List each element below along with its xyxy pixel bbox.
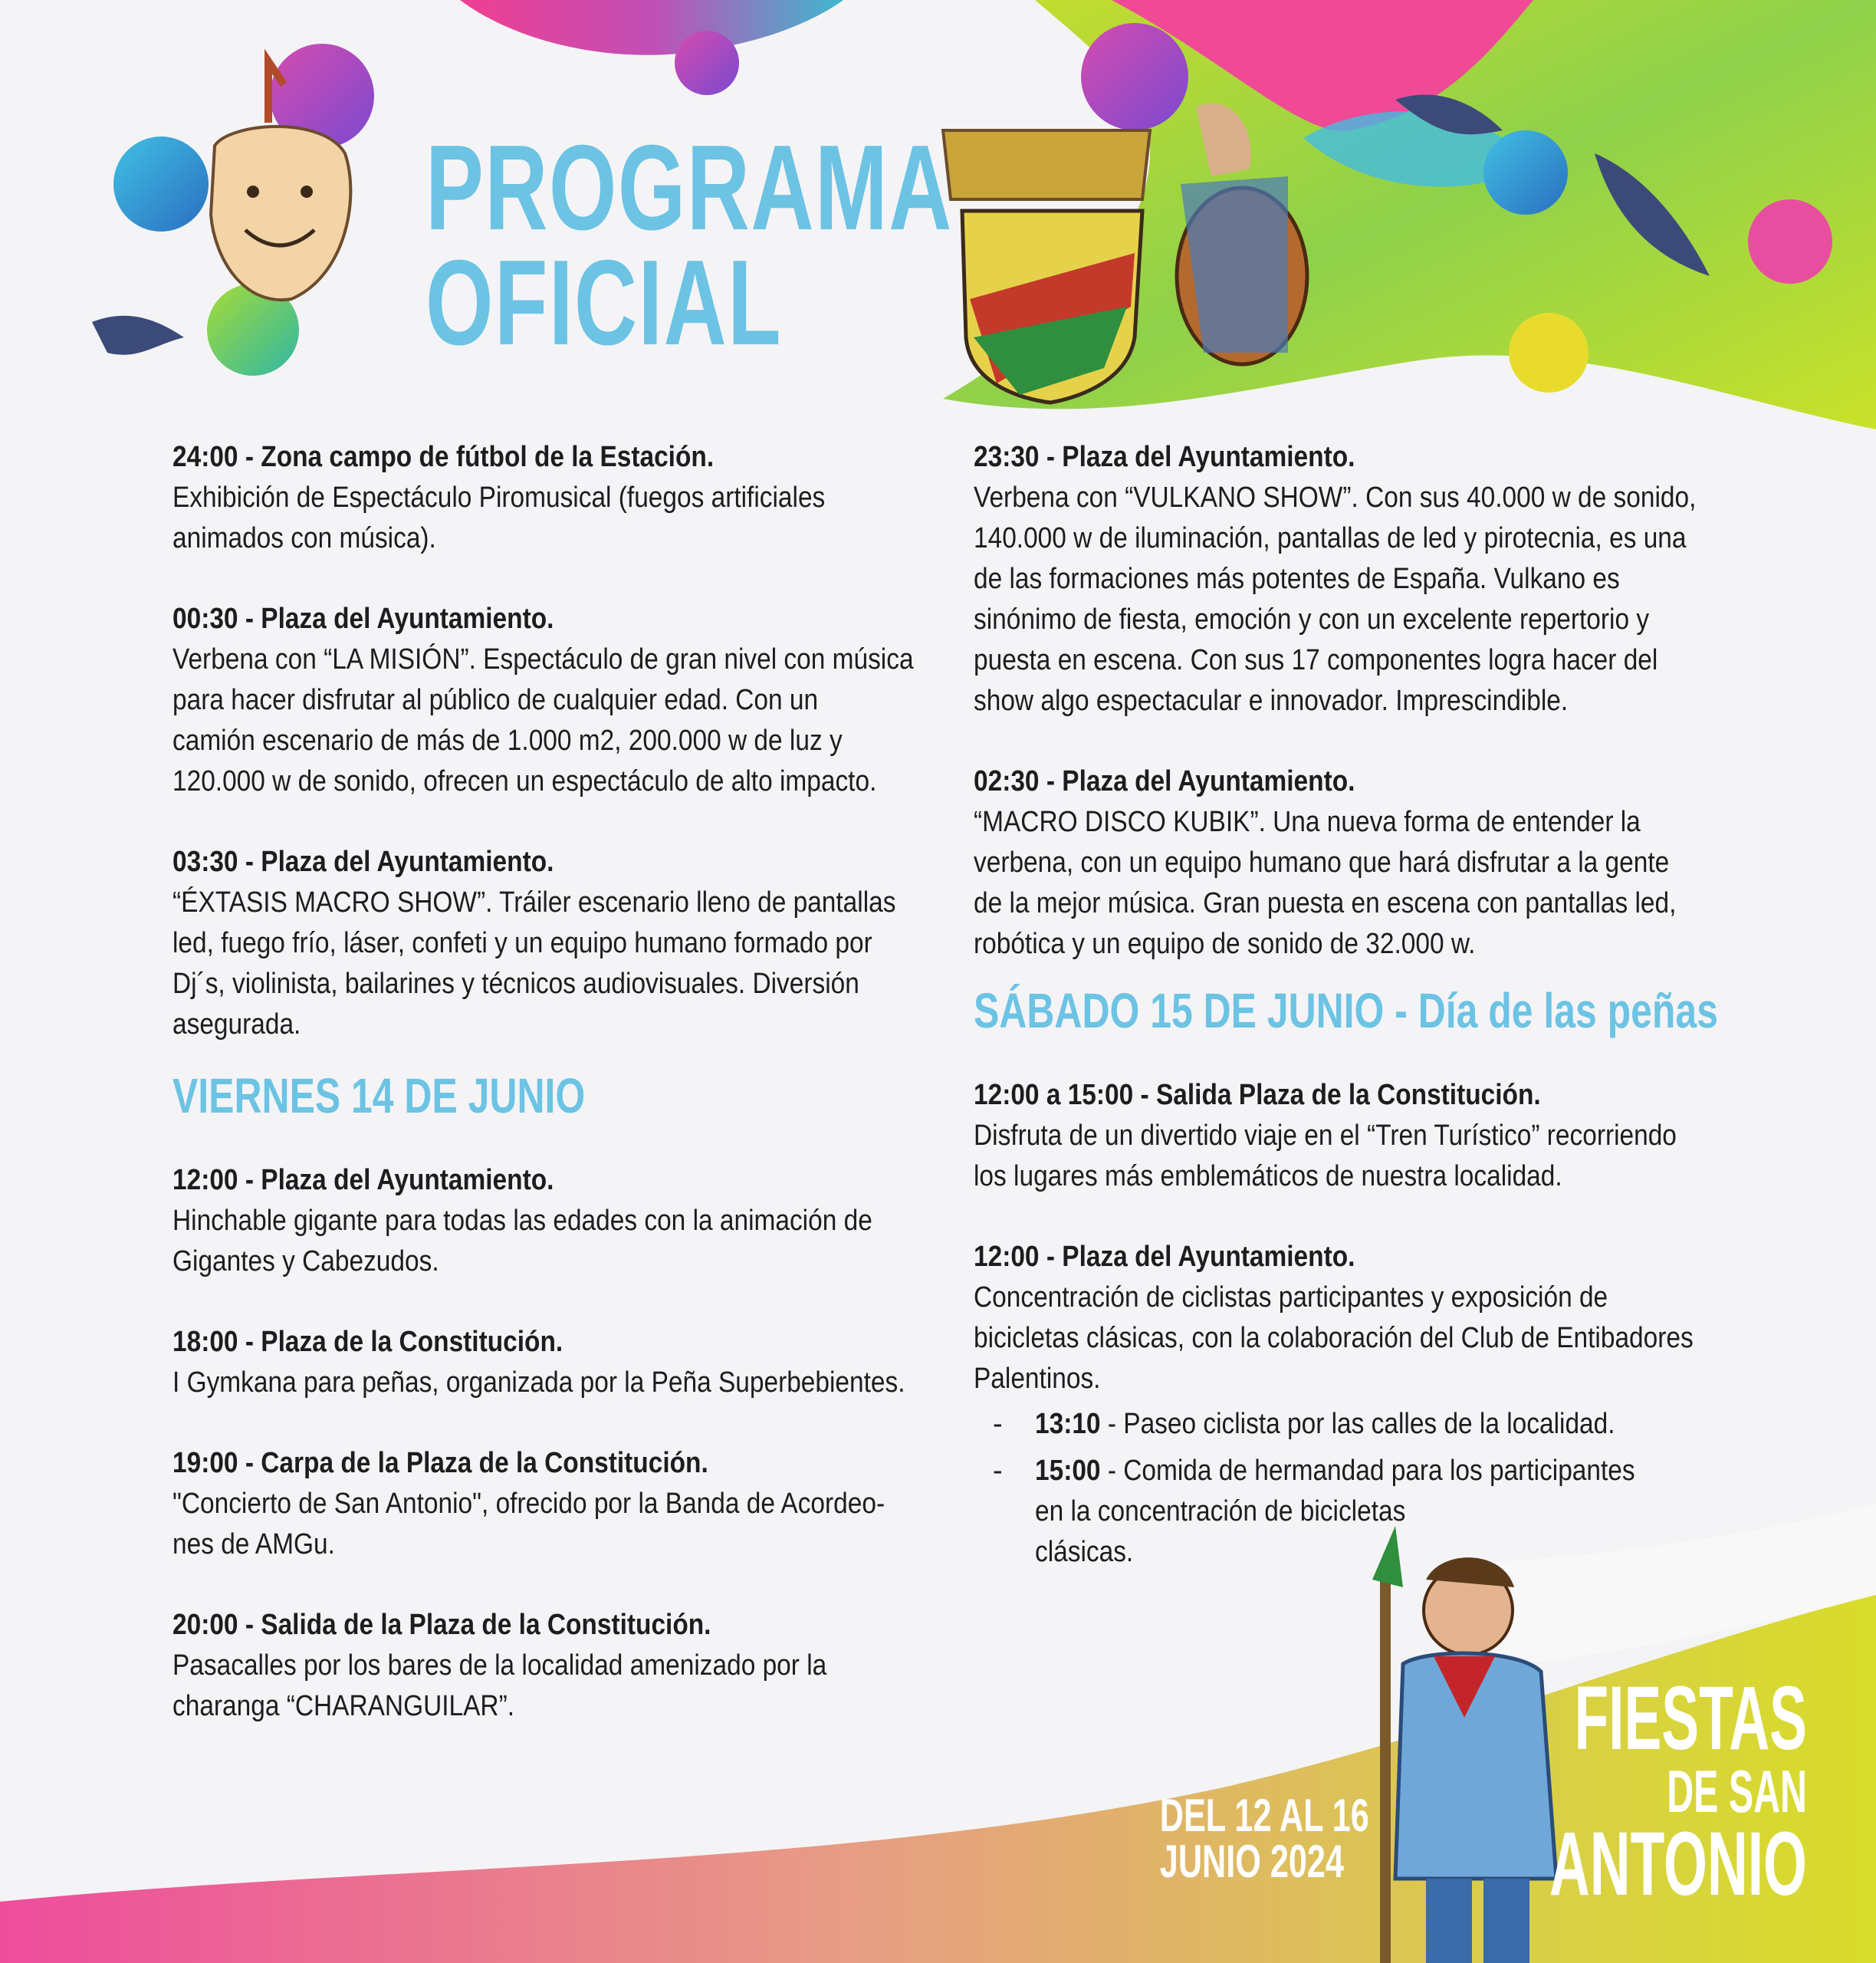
dates-line-1: DEL 12 AL 16 xyxy=(1159,1790,1369,1841)
event-left-1 xyxy=(172,599,924,802)
page-title xyxy=(425,120,953,370)
right-column xyxy=(974,437,1740,1579)
event-line: Hinchable gigante para todas las edades con la animación de xyxy=(172,1205,872,1237)
list-item-text: en la concentración de bicicletas xyxy=(1035,1495,1406,1527)
event-heading: 03:30 - Plaza del Ayuntamiento. xyxy=(172,846,554,878)
event-friday-2 xyxy=(172,1443,924,1565)
event-line: puesta en escena. Con sus 17 componentes logra hacer del xyxy=(974,644,1658,676)
event-place: Plaza del Ayuntamiento. xyxy=(261,603,554,635)
event-line: Concentración de ciclistas participantes y exposición de xyxy=(974,1281,1608,1314)
list-dash: - xyxy=(993,1408,1003,1440)
list-item-text: clásicas. xyxy=(1035,1536,1134,1568)
event-line: Verbena con “VULKANO SHOW”. Con sus 40.000 w de sonido, xyxy=(974,482,1697,514)
event-time: 03:30 xyxy=(172,846,238,878)
event-description xyxy=(172,1646,935,1727)
list-item-body xyxy=(1035,1451,1635,1573)
event-right-0 xyxy=(974,437,1740,722)
event-left-2 xyxy=(172,842,924,1045)
event-description xyxy=(974,802,1736,965)
event-time: 23:30 xyxy=(974,441,1040,473)
event-line: para hacer disfrutar al público de cualquier edad. Con un xyxy=(172,684,819,716)
event-line: 140.000 w de iluminación, pantallas de led y pirotecnia, es una xyxy=(974,522,1687,554)
event-heading: 12:00 - Plaza del Ayuntamiento. xyxy=(974,1241,1355,1273)
event-line: Dj´s, violinista, bailarines y técnicos audiovisuales. Diversión xyxy=(172,968,859,1000)
event-line: led, fuego frío, láser, confeti y un equipo humano formado por xyxy=(172,927,872,959)
event-line: animados con música). xyxy=(172,522,436,554)
event-description xyxy=(974,1116,1736,1197)
list-item xyxy=(974,1404,1740,1445)
event-line: de la mejor música. Gran puesta en escena con pantallas led, xyxy=(974,887,1677,919)
list-dash: - xyxy=(993,1455,1003,1487)
event-line: bicicletas clásicas, con la colaboración del Club de Entibadores xyxy=(974,1322,1694,1354)
event-description xyxy=(172,478,935,559)
event-heading: 12:00 a 15:00 - Salida Plaza de la Constitución. xyxy=(974,1079,1541,1111)
festival-name-line-3: ANTONIO xyxy=(1549,1813,1807,1915)
event-description xyxy=(172,1484,935,1565)
left-column xyxy=(172,437,924,1767)
event-description xyxy=(974,478,1736,722)
saturday-sublist xyxy=(974,1404,1740,1573)
event-description xyxy=(974,1277,1736,1399)
list-item-time: 15:00 xyxy=(1035,1455,1101,1487)
event-right-1 xyxy=(974,761,1740,965)
event-time: 12:00 xyxy=(172,1164,238,1196)
event-time: 18:00 xyxy=(172,1326,238,1358)
event-place: Plaza del Ayuntamiento. xyxy=(261,1164,554,1196)
event-place: Plaza de la Constitución. xyxy=(261,1326,563,1358)
festival-name-line-1: FIESTAS xyxy=(1574,1668,1807,1769)
event-description xyxy=(172,1201,935,1282)
list-item-text: - Paseo ciclista por las calles de la localidad. xyxy=(1107,1408,1615,1440)
event-time: 02:30 xyxy=(974,765,1040,797)
event-friday-1 xyxy=(172,1322,924,1403)
event-line: "Concierto de San Antonio", ofrecido por la Banda de Acordeo- xyxy=(172,1488,885,1520)
event-place: Plaza del Ayuntamiento. xyxy=(261,846,554,878)
event-heading: 00:30 - Plaza del Ayuntamiento. xyxy=(172,603,554,635)
festival-name xyxy=(1391,1668,1807,1915)
event-heading: 23:30 - Plaza del Ayuntamiento. xyxy=(974,441,1355,473)
coat-of-arms-illustration xyxy=(943,130,1150,403)
event-line: los lugares más emblemáticos de nuestra localidad. xyxy=(974,1160,1562,1192)
event-time: 24:00 xyxy=(172,441,238,473)
event-heading: 20:00 - Salida de la Plaza de la Constitución. xyxy=(172,1609,711,1641)
event-heading: 24:00 - Zona campo de fútbol de la Estación. xyxy=(172,441,715,473)
event-line: camión escenario de más de 1.000 m2, 200.000 w de luz y xyxy=(172,725,843,757)
event-place: Plaza del Ayuntamiento. xyxy=(1062,441,1355,473)
event-heading: 18:00 - Plaza de la Constitución. xyxy=(172,1326,563,1358)
event-time: 12:00 xyxy=(974,1241,1040,1273)
festival-dates xyxy=(1104,1790,1369,1887)
event-place: Salida de la Plaza de la Constitución. xyxy=(261,1609,711,1641)
event-time: 12:00 a 15:00 xyxy=(974,1079,1134,1111)
event-friday-3 xyxy=(172,1605,924,1727)
event-heading: 02:30 - Plaza del Ayuntamiento. xyxy=(974,765,1355,797)
event-time: 20:00 xyxy=(172,1609,238,1641)
event-line: de las formaciones más potentes de España. Vulkano es xyxy=(974,563,1620,595)
list-item-text: - Comida de hermandad para los participantes xyxy=(1107,1455,1635,1487)
event-line: I Gymkana para peñas, organizada por la Peña Superbebientes. xyxy=(172,1366,905,1399)
event-left-0 xyxy=(172,437,924,559)
event-saturday-1 xyxy=(974,1237,1740,1399)
festival-name-line-2: DE SAN xyxy=(1667,1757,1807,1825)
event-line: verbena, con un equipo humano que hará disfrutar a la gente xyxy=(974,847,1670,879)
event-time: 19:00 xyxy=(172,1447,238,1479)
event-place: Plaza del Ayuntamiento. xyxy=(1062,1241,1355,1273)
list-item-time: 13:10 xyxy=(1035,1408,1101,1440)
event-description xyxy=(172,883,935,1045)
event-line: “MACRO DISCO KUBIK”. Una nueva forma de entender la xyxy=(974,806,1641,838)
event-time: 00:30 xyxy=(172,603,238,635)
event-line: sinónimo de fiesta, emoción y con un excelente repertorio y xyxy=(974,603,1650,636)
event-line: robótica y un equipo de sonido de 32.000 w. xyxy=(974,928,1476,960)
event-line: “ÉXTASIS MACRO SHOW”. Tráiler escenario lleno de pantallas xyxy=(172,886,896,919)
event-line: Exhibición de Espectáculo Piromusical (fuegos artificiales xyxy=(172,482,826,514)
event-line: asegurada. xyxy=(172,1008,301,1041)
event-saturday-0 xyxy=(974,1075,1740,1197)
event-heading: 19:00 - Carpa de la Plaza de la Constitución. xyxy=(172,1447,708,1479)
event-place: Salida Plaza de la Constitución. xyxy=(1155,1079,1541,1111)
friday-heading: VIERNES 14 DE JUNIO xyxy=(172,1068,586,1123)
event-friday-0 xyxy=(172,1160,924,1282)
event-line: Disfruta de un divertido viaje en el “Tren Turístico” recorriendo xyxy=(974,1120,1677,1152)
event-heading: 12:00 - Plaza del Ayuntamiento. xyxy=(172,1164,554,1196)
event-line: Gigantes y Cabezudos. xyxy=(172,1245,439,1277)
title-line-1: PROGRAMA xyxy=(425,120,953,255)
event-line: Palentinos. xyxy=(974,1363,1101,1395)
event-place: Carpa de la Plaza de la Constitución. xyxy=(261,1447,708,1479)
event-line: Verbena con “LA MISIÓN”. Espectáculo de gran nivel con música xyxy=(172,643,914,676)
event-description xyxy=(172,640,935,802)
event-description xyxy=(172,1363,935,1403)
saturday-heading: SÁBADO 15 DE JUNIO - Día de las peñas xyxy=(974,983,1718,1038)
list-item-body xyxy=(1035,1404,1615,1445)
event-line: 120.000 w de sonido, ofrecen un espectáculo de alto impacto. xyxy=(172,765,877,797)
event-line: Pasacalles por los bares de la localidad amenizado por la xyxy=(172,1649,827,1682)
list-item xyxy=(974,1451,1740,1573)
event-line: show algo espectacular e innovador. Imprescindible. xyxy=(974,685,1569,717)
event-place: Plaza del Ayuntamiento. xyxy=(1062,765,1355,797)
event-place: Zona campo de fútbol de la Estación. xyxy=(261,441,715,473)
event-line: charanga “CHARANGUILAR”. xyxy=(172,1690,515,1722)
dates-line-2: JUNIO 2024 xyxy=(1159,1836,1344,1887)
title-line-2: OFICIAL xyxy=(425,235,783,370)
event-line: nes de AMGu. xyxy=(172,1528,335,1560)
